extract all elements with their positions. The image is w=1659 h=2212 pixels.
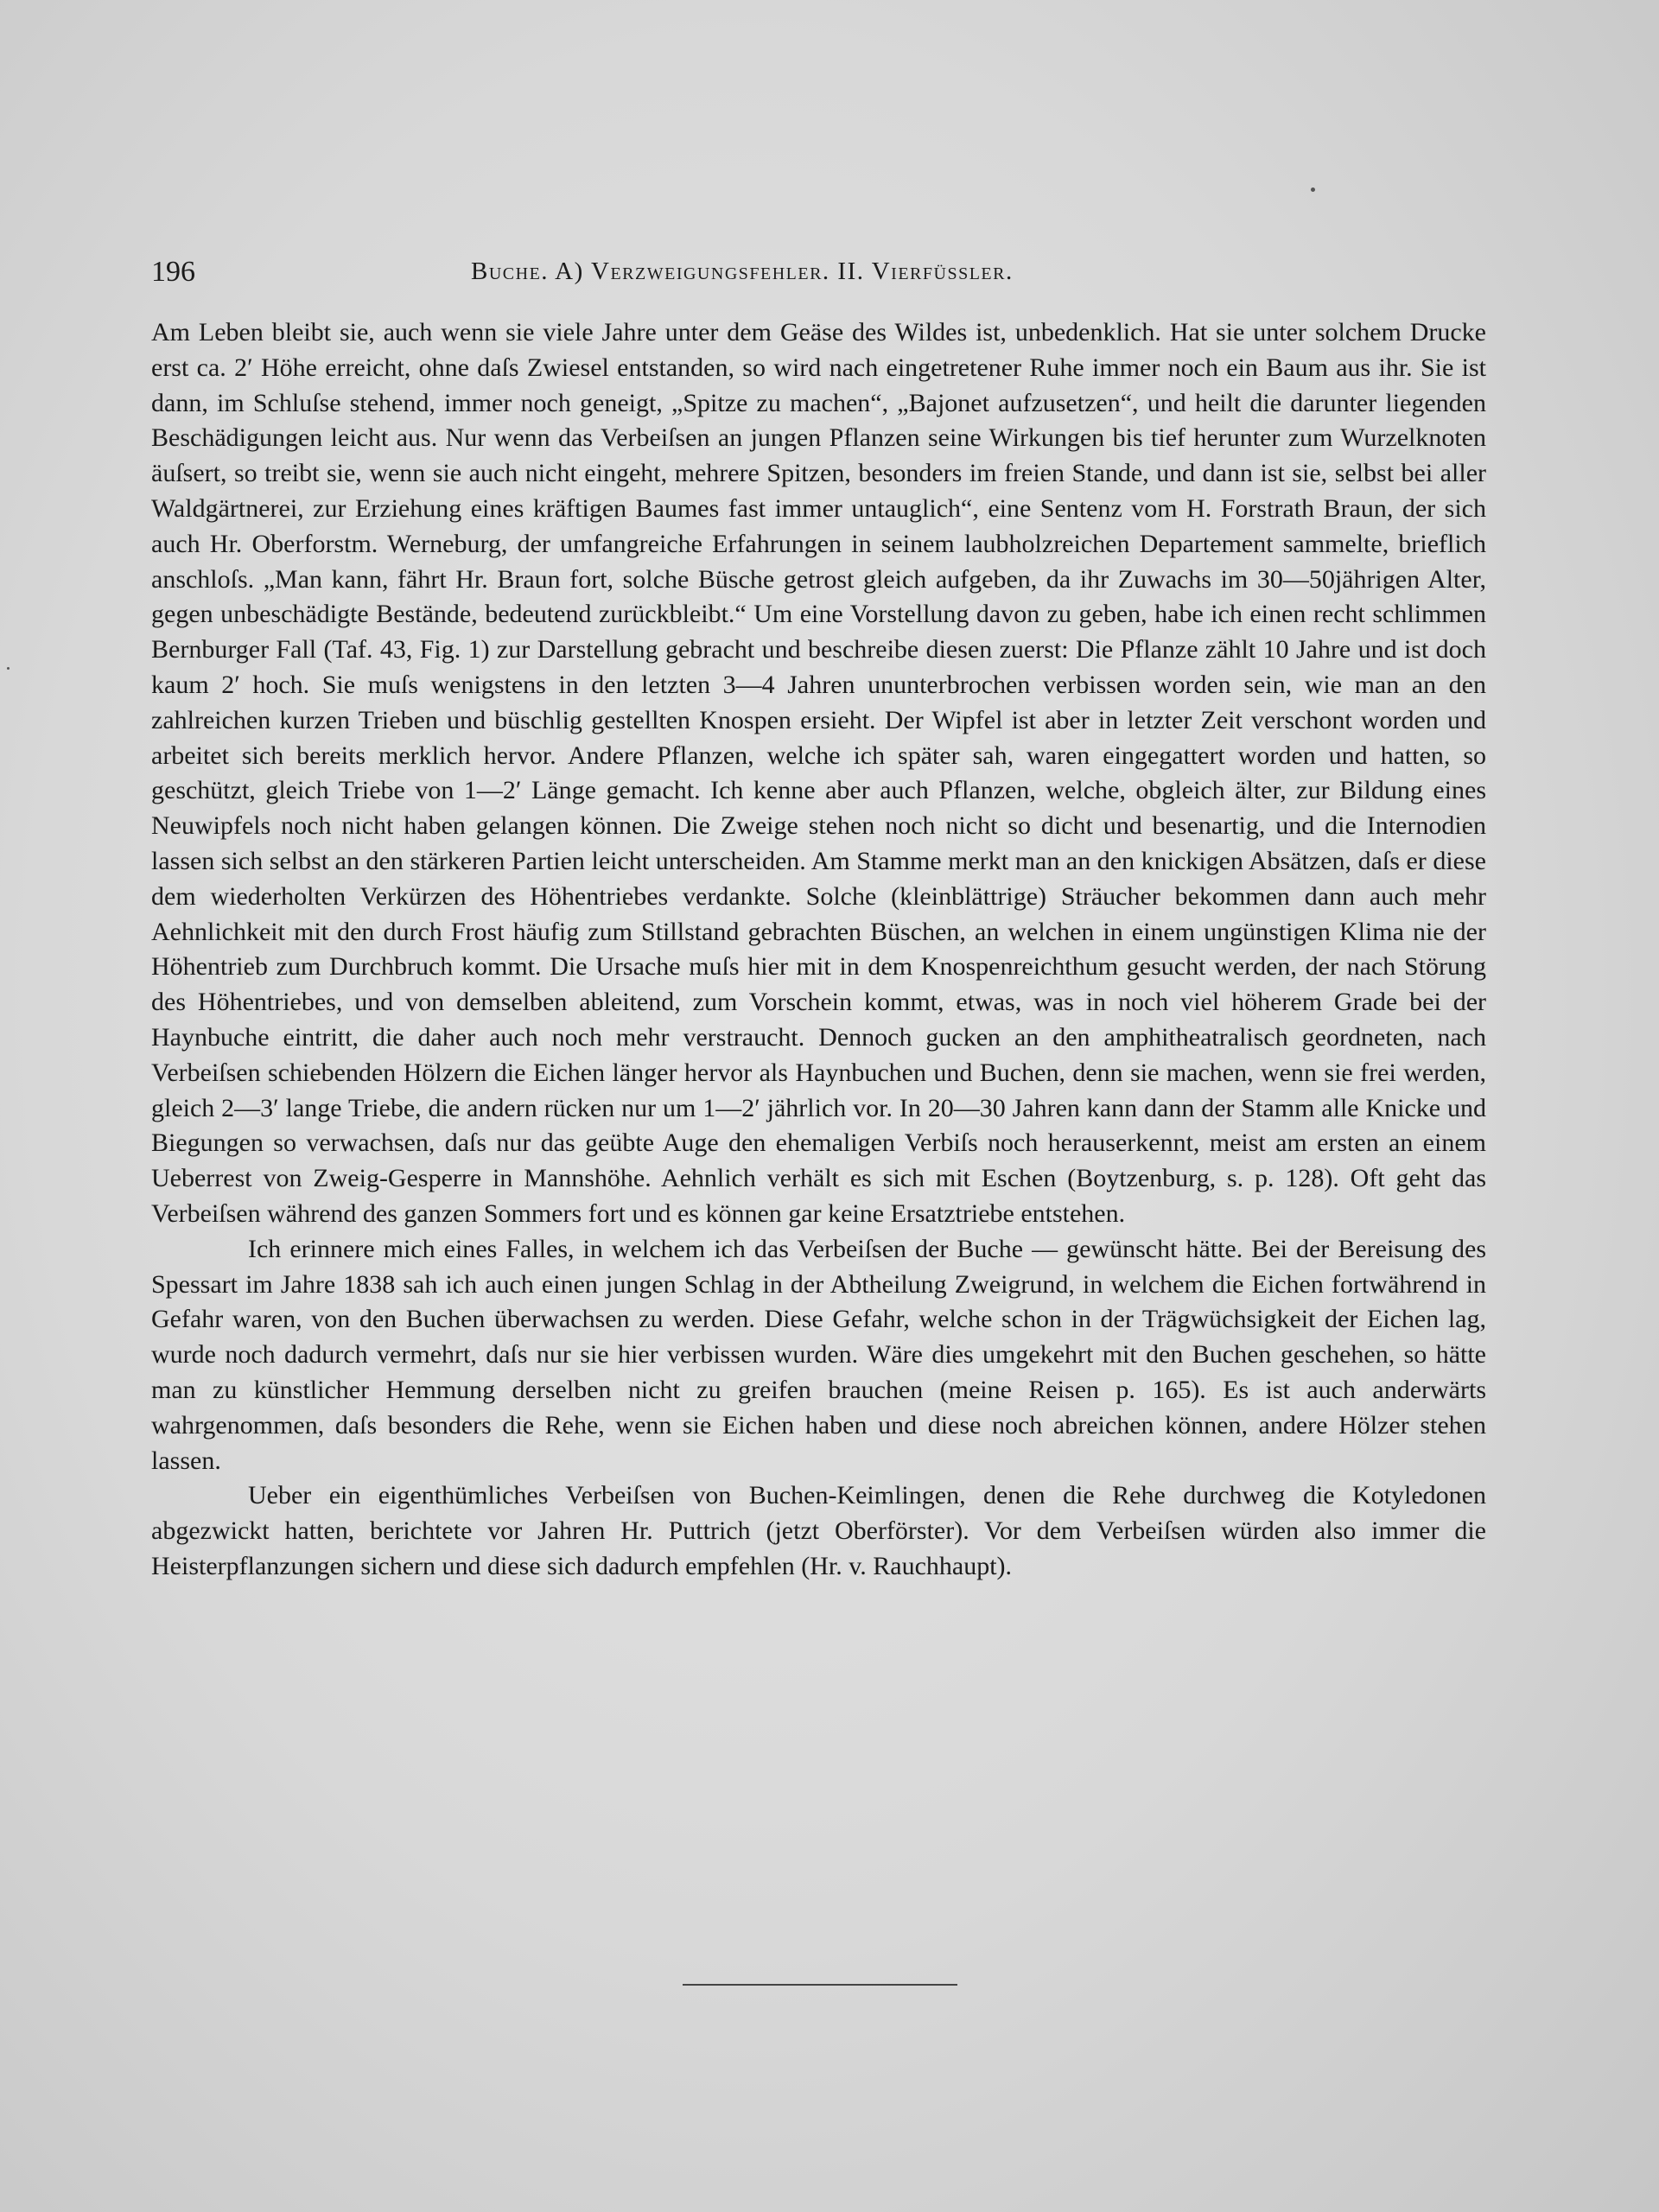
speck-mark xyxy=(7,667,10,670)
running-title: Buche. A) Verzweigungsfehler. II. Vierfüssler. xyxy=(471,257,1014,285)
speck-mark xyxy=(1311,188,1315,192)
page-number: 196 xyxy=(151,256,195,288)
paragraph: Ich erinnere mich eines Falles, in welchem ich das Verbeiſsen der Buche — gewünscht hätte. Bei der Bereisung des Spessart im Jahre 1838 sah ich auch einen jungen Schlag in der Abtheilung Zweigrund, in welchem die Eichen fortwährend in Gefahr waren, von den Buchen überwachsen zu werden. Diese Gefahr, welche schon in der Trägwüchsigkeit der Eichen lag, wurde noch dadurch vermehrt, daſs nur sie hier verbissen wurden. Wäre dies umgekehrt mit den Buchen geschehen, so hätte man zu künstlicher Hemmung derselben nicht zu greifen brauchen (meine Reisen p. 165). Es ist auch anderwärts wahrgenommen, daſs besonders die Rehe, wenn sie Eichen haben und diese noch abreichen können, andere Hölzer stehen lassen. xyxy=(151,1234,1486,1475)
paragraph: Ueber ein eigenthümliches Verbeiſsen von Buchen-Keimlingen, denen die Rehe durchweg die Kotyledonen abgezwickt hatten, berichtete vor Jahren Hr. Puttrich (jetzt Oberförster). Vor dem Verbeiſsen würden also immer die Heisterpflanzungen sichern und diese sich dadurch empfehlen (Hr. v. Rauchhaupt). xyxy=(151,1481,1486,1580)
page-header xyxy=(151,256,1141,290)
paragraph: Am Leben bleibt sie, auch wenn sie viele Jahre unter dem Geäse des Wildes ist, unbedenklich. Hat sie unter solchem Drucke erst ca. 2′ Höhe erreicht, ohne daſs Zwiesel entstanden, so wird nach eingetretener Ruhe immer noch ein Baum aus ihr. Sie ist dann, im Schluſse stehend, immer noch geneigt, „Spitze zu machen“, „Bajonet aufzusetzen“, und heilt die darunter liegenden Beschädigungen leicht aus. Nur wenn das Verbeiſsen an jungen Pflanzen seine Wirkungen bis tief herunter zum Wurzelknoten äuſsert, so treibt sie, wenn sie auch nicht eingeht, mehrere Spitzen, besonders im freien Stande, und dann ist sie, selbst bei aller Waldgärtnerei, zur Erziehung eines kräftigen Baumes fast immer untauglich“, eine Sentenz vom H. Forstrath Braun, der sich auch Hr. Oberforstm. Werneburg, der umfangreiche Erfahrungen in seinem laubholzreichen Departement sammelte, brieflich anschloſs. „Man kann, fährt Hr. Braun fort, solche Büsche getrost gleich aufgeben, da ihr Zuwachs im 30—50jährigen Alter, gegen unbeschädigte Bestände, bedeutend zurückbleibt.“ Um eine Vorstellung davon zu geben, habe ich einen recht schlimmen Bernburger Fall (Taf. 43, Fig. 1) zur Darstellung gebracht und beschreibe diesen zuerst: Die Pflanze zählt 10 Jahre und ist doch kaum 2′ hoch. Sie muſs wenigstens in den letzten 3—4 Jahren ununterbrochen verbissen worden sein, wie man an den zahlreichen kurzen Trieben und büschlig gestellten Knospen ersieht. Der Wipfel ist aber in letzter Zeit verschont worden und arbeitet sich bereits merklich hervor. Andere Pflanzen, welche ich später sah, waren eingegattert worden und hatten, so geschützt, gleich Triebe von 1—2′ Länge gemacht. Ich kenne aber auch Pflanzen, welche, obgleich älter, zur Bildung eines Neuwipfels noch nicht haben gelangen können. Die Zweige stehen noch nicht so dicht und besenartig, und die Internodien lassen sich selbst an den stärkeren Partien leicht unterscheiden. Am Stamme merkt man an den knickigen Absätzen, daſs er diese dem wiederholten Verkürzen des Höhentriebes verdankte. Solche (kleinblättrige) Sträucher bekommen dann auch mehr Aehnlichkeit mit den durch Frost häufig zum Stillstand gebrachten Büschen, an welchen in einem ungünstigen Klima nie der Höhentrieb zum Durchbruch kommt. Die Ursache muſs hier mit in dem Knospenreichthum gesucht werden, der nach Störung des Höhentriebes, und von demselben ableitend, zum Vorschein kommt, etwas, was in noch viel höherem Grade bei der Haynbuche eintritt, die daher auch noch mehr verstraucht. Dennoch gucken an den amphitheatralisch geordneten, nach Verbeiſsen schiebenden Hölzern die Eichen länger hervor als Haynbuchen und Buchen, denn sie machen, wenn sie frei werden, gleich 2—3′ lange Triebe, die andern rücken nur um 1—2′ jährlich vor. In 20—30 Jahren kann dann der Stamm alle Knicke und Biegungen so verwachsen, daſs nur das geübte Auge den ehemaligen Verbiſs noch herauserkennt, meist am ersten an einem Ueberrest von Zweig-Gesperre in Mannshöhe. Aehnlich verhält es sich mit Eschen (Boytzenburg, s. p. 128). Oft geht das Verbeiſsen während des ganzen Sommers fort und es können gar keine Ersatztriebe entstehen. xyxy=(151,318,1486,1228)
body-text xyxy=(151,315,1486,1585)
end-rule xyxy=(683,1984,957,1986)
